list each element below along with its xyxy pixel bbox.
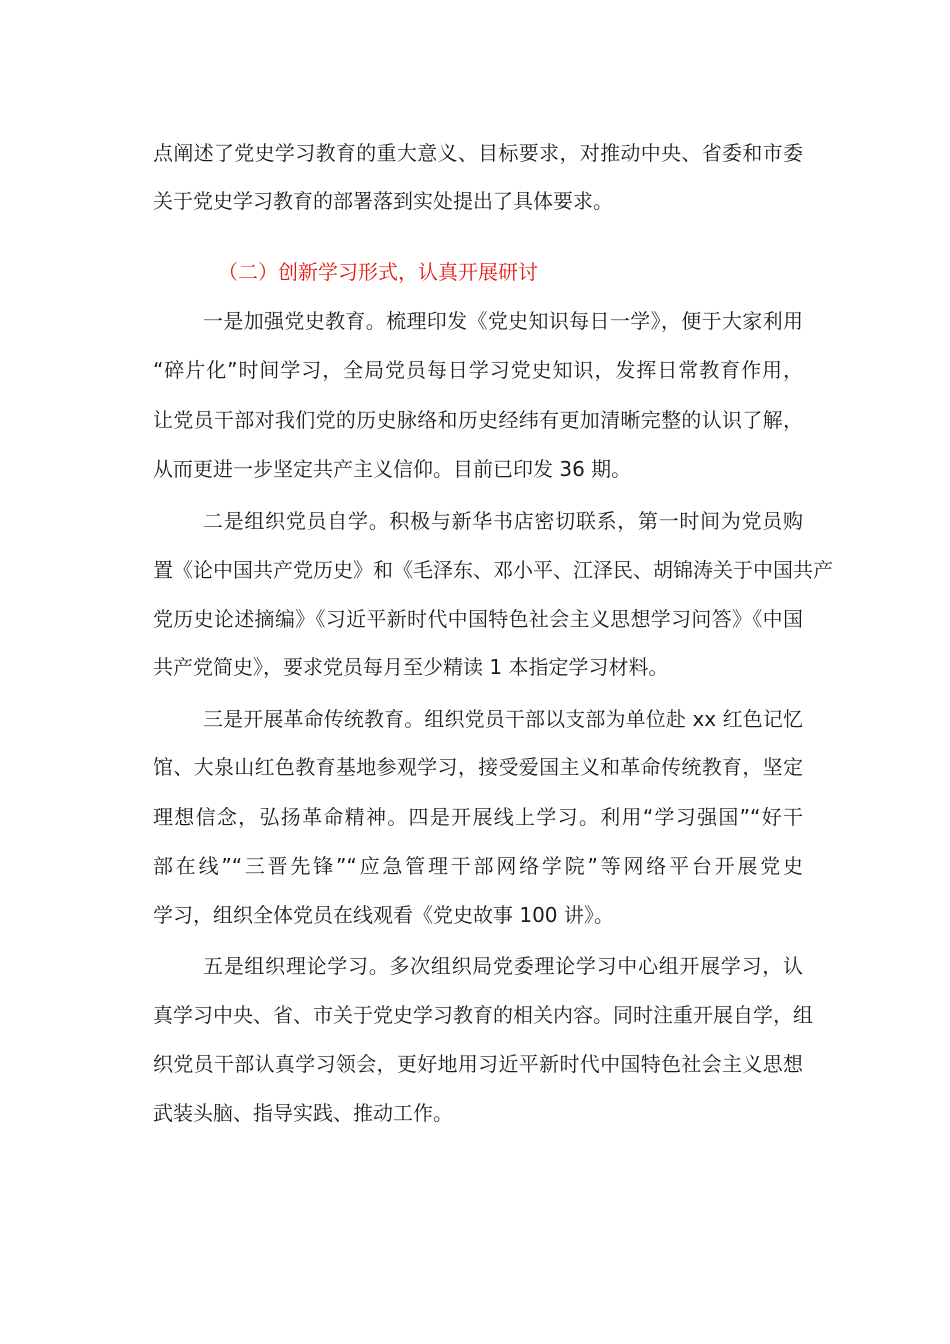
paragraph-4-line-3: 织党员干部认真学习领会，更好地用习近平新时代中国特色社会主义思想 (153, 1052, 803, 1076)
paragraph-2-line-4: 共产党简史》，要求党员每月至少精读 1 本指定学习材料。 (153, 655, 669, 679)
paragraph-3-line-2: 馆、大泉山红色教育基地参观学习，接受爱国主义和革命传统教育，坚定 (153, 755, 803, 779)
paragraph-1-line-2: “碎片化”时间学习，全局党员每日学习党史知识，发挥日常教育作用， (153, 358, 803, 382)
paragraph-3-line-4: 部在线”“三晋先锋”“应急管理干部网络学院”等网络平台开展党史 (153, 854, 803, 878)
paragraph-1-line-1: 一是加强党史教育。梳理印发《党史知识每日一学》，便于大家利用 (203, 309, 803, 333)
intro-line-2: 关于党史学习教育的部署落到实处提出了具体要求。 (153, 189, 613, 213)
paragraph-2-line-1: 二是组织党员自学。积极与新华书店密切联系，第一时间为党员购 (203, 509, 803, 533)
paragraph-3-line-5: 学习，组织全体党员在线观看《党史故事 100 讲》。 (153, 903, 614, 927)
paragraph-2-line-3: 党历史论述摘编》《习近平新时代中国特色社会主义思想学习问答》《中国 (153, 607, 803, 631)
paragraph-3-line-3: 理想信念，弘扬革命精神。四是开展线上学习。利用“学习强国”“好干 (153, 805, 803, 829)
paragraph-4-line-1: 五是组织理论学习。多次组织局党委理论学习中心组开展学习，认 (203, 954, 803, 978)
intro-line-1: 点阐述了党史学习教育的重大意义、目标要求，对推动中央、省委和市委 (153, 141, 803, 165)
paragraph-2-line-2: 置《论中国共产党历史》和《毛泽东、邓小平、江泽民、胡锦涛关于中国共产 (153, 558, 833, 582)
paragraph-4-line-2: 真学习中央、省、市关于党史学习教育的相关内容。同时注重开展自学，组 (153, 1003, 813, 1027)
paragraph-3-line-1: 三是开展革命传统教育。组织党员干部以支部为单位赴 xx 红色记忆 (203, 707, 803, 731)
paragraph-4-line-4: 武装头脑、指导实践、推动工作。 (153, 1101, 453, 1125)
paragraph-1-line-3: 让党员干部对我们党的历史脉络和历史经纬有更加清晰完整的认识了解， (153, 408, 803, 432)
paragraph-1-line-4: 从而更进一步坚定共产主义信仰。目前已印发 36 期。 (153, 457, 632, 481)
section-heading: （二）创新学习形式，认真开展研讨 (218, 260, 538, 284)
